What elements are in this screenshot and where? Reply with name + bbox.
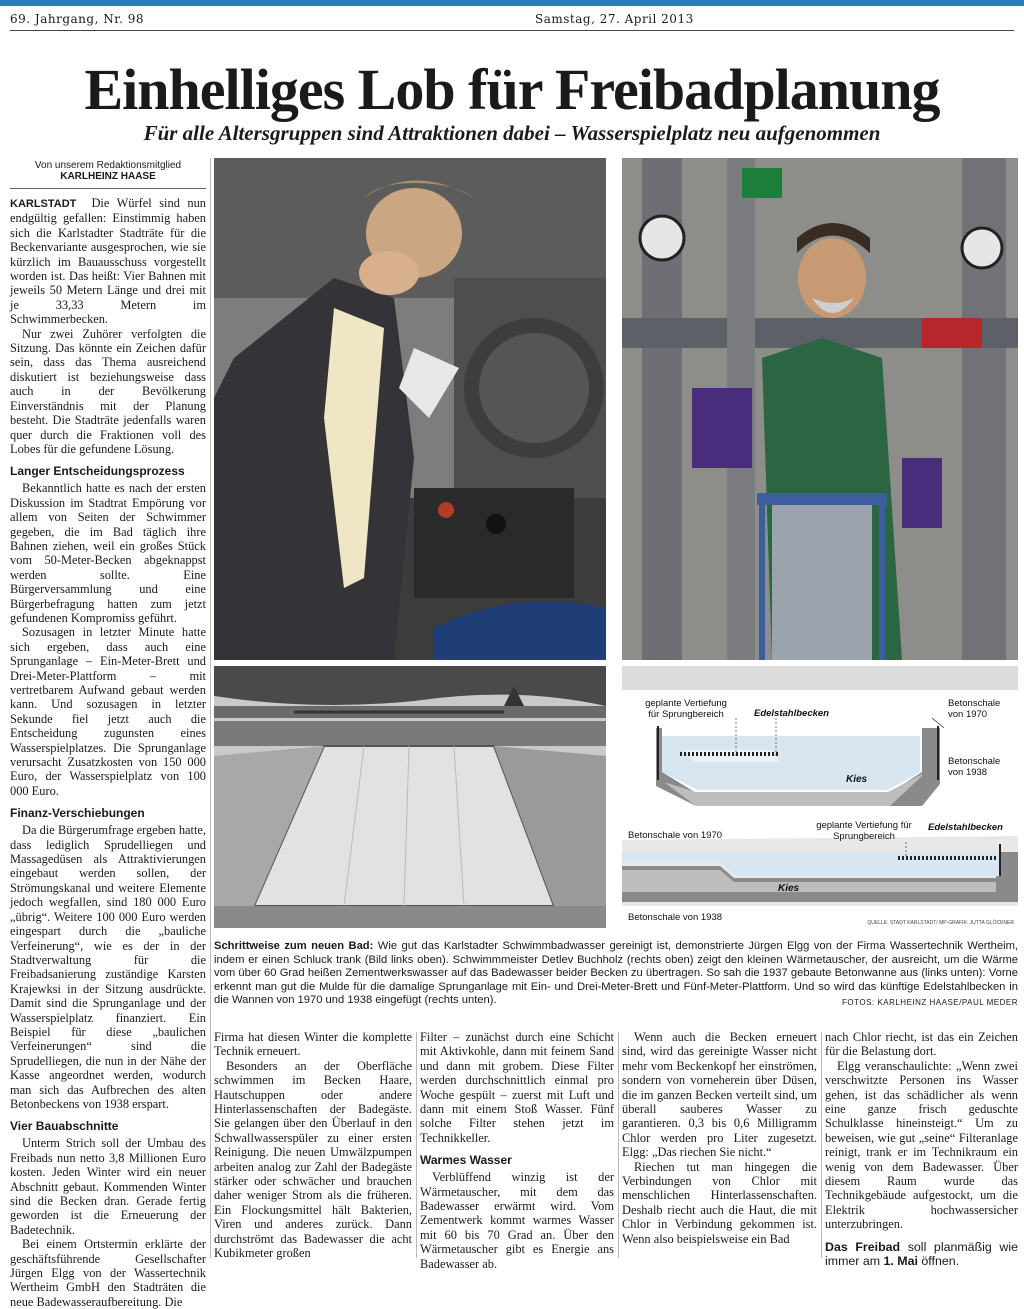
subheadline: Für alle Altersgruppen sind Attraktionen dabei – Wasserspielplatz neu aufgenommen: [143, 121, 881, 145]
caption-text: Wie gut das Karlstadter Schwimmbadwasser gereinigt ist, demonstrierte Jürgen Elgg von der Firma Wassertechnik Wertheim, indem er einen Schluck trank (Bild links oben). Schwimmmeister Detlev Buchholz (rechts oben) zeigt den kleinen Wärmetauscher, der ausreicht, um die Wärme vom über 60 Grad heißen Zementwerkswasser auf das Badewasser beider Becken zu übertragen. So sah die 1937 gebaute Betonwanne aus (links unten): Vorne erkennt man gut die Mulde für die damalige Sprunganlage mit Ein- und Drei-Meter-Brett und Fünf-Meter-Plattform. Und so wird das künftige Edelstahlbecken in die Wannen von 1970 und 1938 eingefügt (rechts unten).: [214, 940, 1018, 1006]
diagram-source: QUELLE: STADT KARLSTADT/ MP-GRAFIK: JUTTA GLÖCKNER: [867, 920, 1014, 926]
article-paragraph: Unterm Strich soll der Umbau des Freibads nun netto 3,8 Millionen Euro kosten. Jeden Winter wird ein neuer Abschnitt gebaut. Kommenden Winter sind die Becken dran. Gerade fertig geworden ist die Erneuerung der Badetechnik.: [10, 1136, 206, 1237]
label-geplante-vertiefung: geplante Vertiefung für Sprungbereich: [645, 698, 727, 720]
article-column-1: [10, 196, 206, 1309]
subheading: Finanz-Verschiebungen: [10, 806, 145, 821]
note-lead: Das Freibad: [825, 1239, 901, 1254]
issue-number: 69. Jahrgang, Nr. 98: [10, 12, 145, 26]
article-paragraph: Bekanntlich hatte es nach der ersten Diskussion im Stadtrat Empörung vor allem von Seiten der Schwimmer gegeben, die im Bad täglich ihre Bahnen ziehen, weil ein großes Stück vom 50-Meter-Becken abgeknappst werden sollte. Eine Bürgerversammlung und eine Bürgerbefragung hatten zum jetzt gefundenen Kompromiss geführt.: [10, 481, 206, 625]
column-rule: [210, 158, 211, 1258]
article-paragraph: Nur zwei Zuhörer verfolgten die Sitzung. Das könnte ein Zeichen dafür sein, dass das Thema ausreichend diskutiert ist beziehungsweise dass auch in der Bevölkerung Einverständnis mit der Planung besteht. Die Stadträte jedenfalls waren quer durch die Fraktionen voll des Lobes für die gefundene Lösung.: [10, 326, 206, 456]
headline: Einhelliges Lob für Freibadplanung: [84, 57, 940, 122]
subheading: Warmes Wasser: [420, 1153, 512, 1168]
label-betonschale-1938-bottom: Betonschale von 1938: [628, 912, 723, 923]
byline-rule: [10, 188, 206, 189]
article-paragraph: Firma hat diesen Winter die komplette Technik erneuert.: [214, 1030, 412, 1059]
caption-lead: Schrittweise zum neuen Bad:: [214, 940, 374, 952]
byline-intro: Von unserem Redaktionsmitglied: [34, 160, 182, 171]
article-paragraph: nach Chlor riecht, ist das ein Zeichen für die Belastung dort.: [825, 1030, 1018, 1059]
label-edelstahlbecken-bottom: Edelstahlbecken: [928, 822, 1003, 833]
article-paragraph: Bei einem Ortstermin erklärte der geschäftsführende Gesellschafter Jürgen Elgg von der Wassertechnik Wertheim GmbH den Stadträten die neue Badewasseraufbereitung. Die: [10, 1237, 206, 1309]
subheading: Langer Entscheidungsprozess: [10, 464, 185, 479]
cross-section-diagram: [622, 666, 1018, 928]
issue-date: Samstag, 27. April 2013: [535, 12, 694, 26]
column-rule: [416, 1032, 417, 1258]
photo-man-drinking: [214, 158, 606, 660]
note-text-end: öffnen.: [917, 1254, 960, 1269]
label-betonschale-1970-bottom: Betonschale von 1970: [628, 830, 723, 841]
label-geplante-vertiefung-bottom: geplante Vertiefung für Sprungbereich: [816, 820, 912, 842]
photo-credit: FOTOS: KARLHEINZ HAASE/PAUL MEDER: [842, 998, 1018, 1007]
note-text: soll planmäßig wie immer am: [825, 1239, 1018, 1269]
opening-note: [825, 1240, 1018, 1269]
masthead: [10, 12, 1014, 30]
label-kies: Kies: [846, 774, 868, 785]
photo-man-heat-exchanger: [622, 158, 1018, 660]
byline: [10, 160, 206, 182]
article-paragraph: Besonders an der Oberfläche schwimmen im Becken Haare, Hautschuppen oder andere Hinterlassenschaften der Badegäste. Sie gelangen über den Überlauf in den Schwallwasserspüler zu einer ersten Reinigung. Die neuen Umwälzpumpen arbeiten analog zur Zahl der Badegäste stärker oder schwächer und brauchen daher weniger Strom als die früheren. Ein Flockungsmittel hält Bakterien, Viren und anderes zurück. Dann durchströmt das Badewasser die acht Kubikmeter großen: [214, 1058, 412, 1261]
note-date: 1. Mai: [883, 1254, 918, 1269]
label-betonschale-1938: Betonschale von 1938: [948, 756, 1001, 778]
label-edelstahlbecken: Edelstahlbecken: [754, 708, 829, 719]
article-column-3: [420, 1030, 614, 1271]
article-paragraph: Sozusagen in letzter Minute hatte sich ergeben, dass auch eine Sprunganlage – Ein-Meter-Brett und Drei-Meter-Plattform – mit vertretbarem Aufwand gebaut werden kann. Und sozusagen in letzter Sekunde fiel jetzt auch die Entscheidung zugunsten eines Wasserspielplatzes. Die Sprunganlage verursacht Zusatzkosten von 150 000 Euro, der Wasserspielplatz von 100 000 Euro.: [10, 625, 206, 798]
label-kies-bottom: Kies: [778, 883, 800, 894]
top-color-bar: [0, 0, 1024, 6]
article-paragraph: Riechen tut man hingegen die Verbindungen von Chlor mit menschlichen Hinterlassenschaften. Deshalb riecht auch die Haut, die mit Chlor in Verbindung gekommen ist. Wenn also beispielsweise ein Bad: [622, 1159, 817, 1246]
article-column-4: [622, 1030, 817, 1246]
article-paragraph: Filter – zunächst durch eine Schicht mit Aktivkohle, dann mit feinem Sand und dann mit grobem. Diese Filter werden durchschnittlich einmal pro Woche gespült – zuerst mit Luft und dann mit einem Stoß Wasser. Fünf solche Filter stehen jetzt im Technikkeller.: [420, 1030, 614, 1145]
article-paragraph: Elgg veranschaulichte: „Wenn zwei verschwitzte Personen ins Wasser gehen, ist das schädlicher als wenn eine ganze frisch geduschte Schulklasse hineinsteigt.“ Um zu beweisen, wie gut „seine“ Filteranlage reinigt, trank er im Technikraum ein wenig von dem Badewasser. Über diesem Raum wurde das Technikgebäude aufgestockt, um die Elektrik hochwassersicher unterzubringen.: [825, 1058, 1018, 1232]
subheading: Vier Bauabschnitte: [10, 1119, 119, 1134]
masthead-rule: [10, 30, 1014, 31]
article-paragraph: Wenn auch die Becken erneuert sind, wird das gereinigte Wasser nicht mehr vom Beckenkopf her einströmen, sondern von vorneherein über Düsen, die im ganzen Becken verteilt sind, um überall sauberes Wasser zu garantieren. 0,3 bis 0,6 Milligramm Chlor werden pro Liter zugesetzt. Elgg: „Das riechen Sie nicht.“: [622, 1030, 817, 1160]
article-paragraph: Verblüffend winzig ist der Wärmetauscher, mit dem das Badewasser erwärmt wird. Vom Zementwerk kommt warmes Wasser mit 60 bis 70 Grad an. Über den Wärmetauscher gibt es Energie ans Badewasser ab.: [420, 1170, 614, 1271]
column-rule: [821, 1032, 822, 1258]
byline-author: KARLHEINZ HAASE: [60, 171, 156, 182]
article-paragraph: Da die Bürgerumfrage ergeben hatte, dass lediglich Sprudelliegen und Massagedüsen als Attraktivierungen eingebaut werden sollen, der Strömungskanal und weitere Elemente jedoch wegfallen, sind 180 000 Euro „übrig“. Weitere 100 000 Euro werden eingespart durch die „bauliche Verfeinerung“, wie es der in der Stadtverwaltung für die Freibadsanierung zuständige Karsten Krajewksi in der Sitzung ausdrückte. Damit sind die Sprunganlage und der Wasserspielplatz finanziert. Ein Beispiel für diese „baulichen Verfeinerungen“ sind die Sprudelliegen, die nun in der Nähe der Kasse angeordnet werden, wodurch man sich das Aufbrechen des alten Betonbeckens von 1938 erspart.: [10, 823, 206, 1111]
article-column-5: [825, 1030, 1018, 1269]
article-column-2: [214, 1030, 412, 1261]
photo-historic-pool: [214, 666, 606, 928]
label-betonschale-1970: Betonschale von 1970: [948, 698, 1001, 720]
article-paragraph: [10, 196, 206, 327]
paragraph-text: Die Würfel sind nun endgültig gefallen: Einstimmig haben sich die Karlstadter Stadträte für die Beckenvariante ausgesprochen, wie sie kürzlich im Bauausschuss vorgestellt worden ist. Das heißt: Vier Bahnen mit jeweils 50 Metern Länge und drei mit je 33,33 Metern im Schwimmerbecken.: [10, 196, 206, 327]
column-rule: [618, 1032, 619, 1258]
dateline: KARLSTADT: [10, 198, 77, 210]
